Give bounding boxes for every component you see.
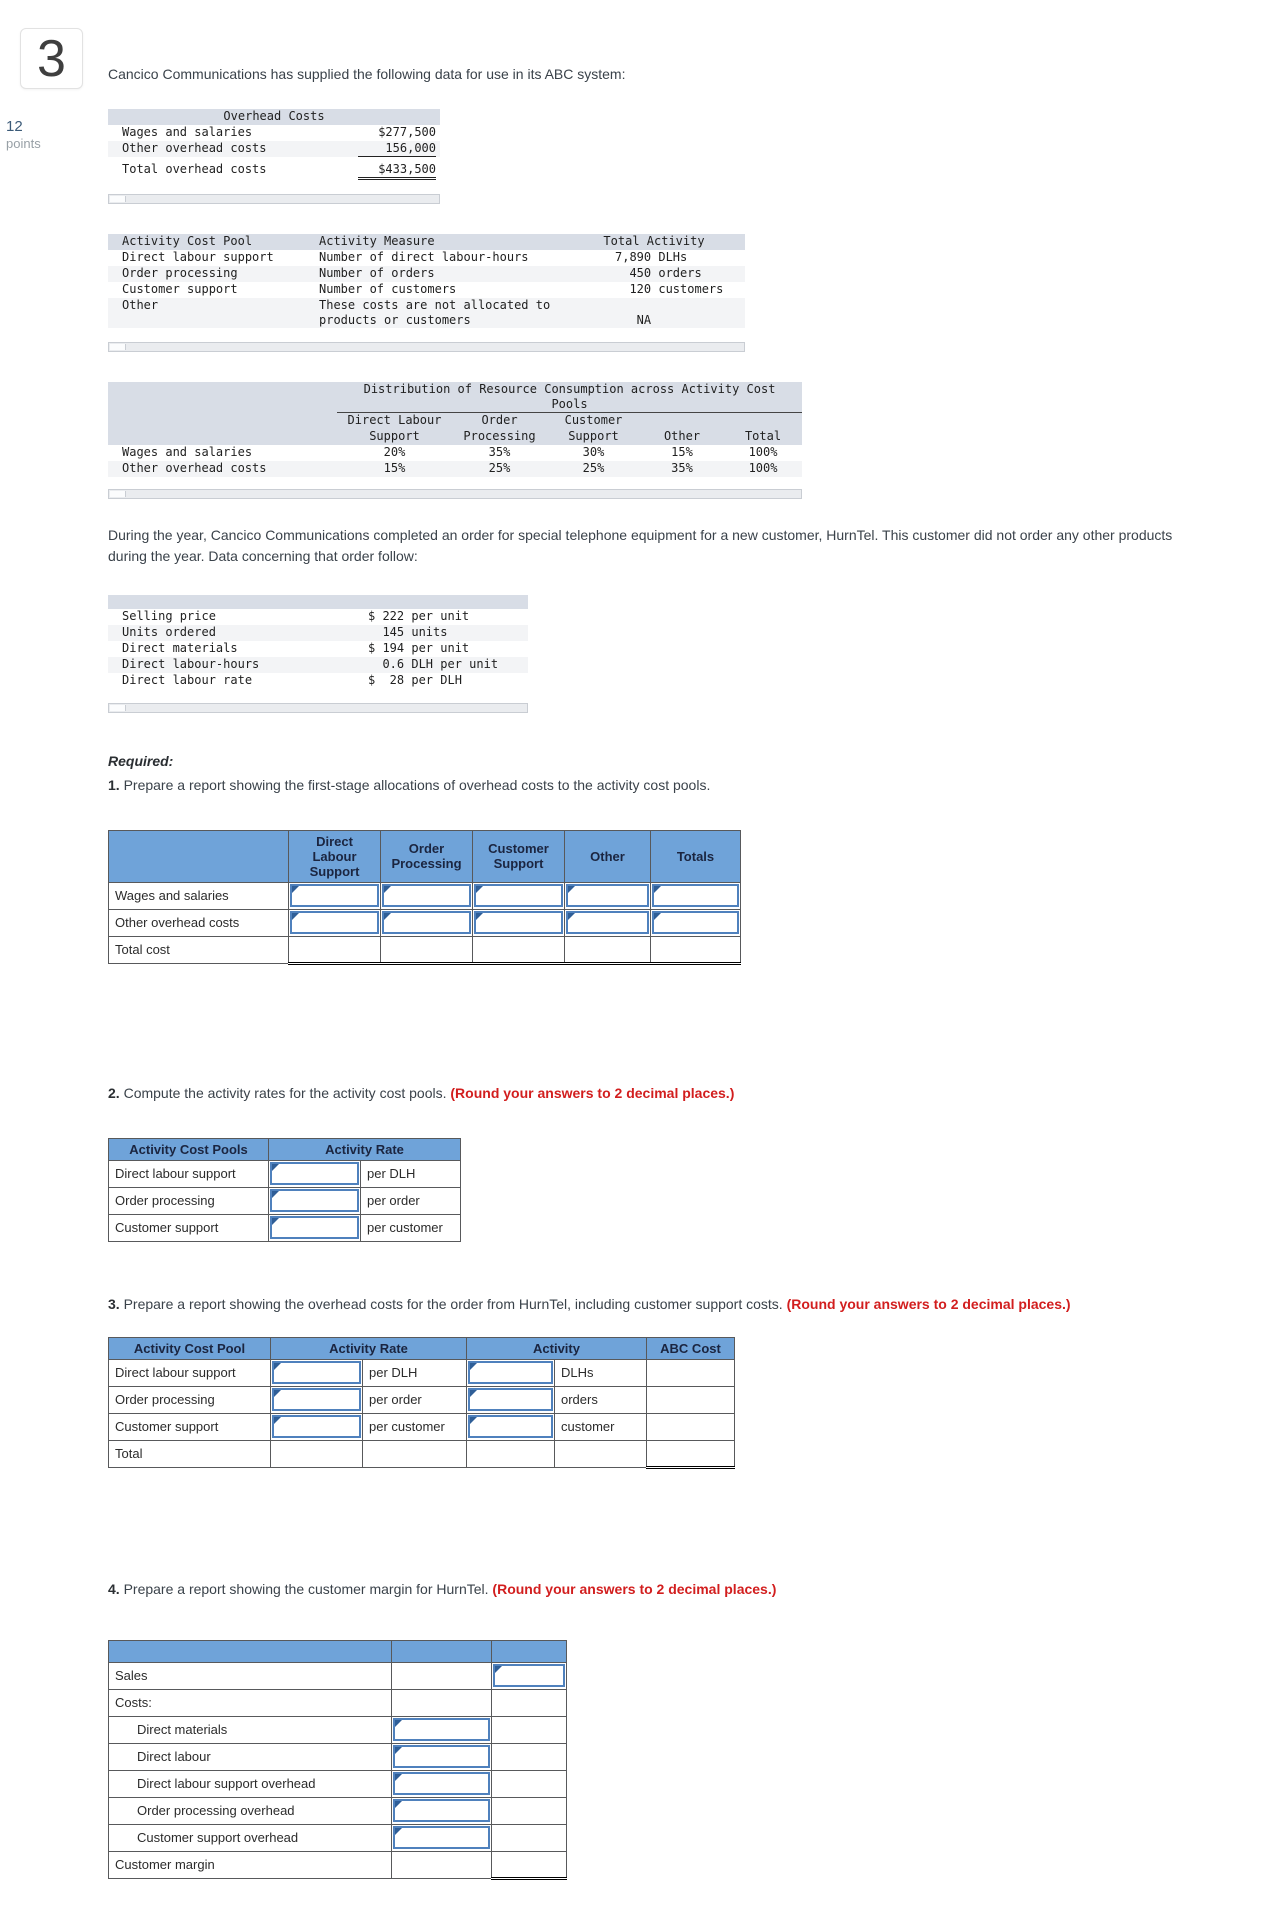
answer-cell[interactable] [271, 1413, 363, 1440]
answer-input[interactable] [566, 911, 649, 934]
question-number: 3 [37, 29, 66, 88]
column-header: Total Activity [563, 234, 745, 250]
percentage-value: 100% [748, 444, 778, 459]
row-label: Direct labour support overhead [109, 1770, 392, 1797]
answer-input[interactable] [272, 1415, 361, 1438]
rate-unit: per DLH [363, 1359, 467, 1386]
answer-cell[interactable] [269, 1187, 361, 1214]
table-row [109, 1797, 567, 1824]
table-row [108, 141, 440, 157]
answer-input[interactable] [493, 1664, 565, 1687]
column-header: Direct Labour Support [289, 830, 381, 882]
row-label: Total cost [109, 936, 289, 963]
row-value: 145 units [358, 625, 528, 641]
row-label: Selling price [122, 608, 216, 623]
row-label: Wages and salaries [122, 125, 253, 139]
abc-cost-cell [647, 1386, 735, 1413]
table-header-row [109, 1138, 461, 1160]
row-label: Other overhead costs [108, 461, 337, 477]
column-header: Activity Cost Pools [109, 1138, 269, 1160]
q1-allocation-table [108, 830, 741, 965]
table-row [108, 125, 440, 141]
answer-input[interactable] [393, 1772, 490, 1795]
row-label: Direct labour support [109, 1160, 269, 1187]
question-2-text: 2. Compute the activity rates for the activity cost pools. (Round your answers to 2 decimal places.) [108, 1084, 735, 1101]
answer-input[interactable] [270, 1189, 359, 1212]
rounding-note: (Round your answers to 2 decimal places.) [786, 1295, 1071, 1312]
answer-cell[interactable] [381, 909, 473, 936]
table-header-row [108, 382, 802, 413]
activity-unit: customer [555, 1413, 647, 1440]
table-row [108, 461, 802, 477]
column-header: Activity Rate [269, 1138, 461, 1160]
total-cell [381, 936, 473, 963]
order-data-table [108, 595, 528, 689]
answer-cell[interactable] [271, 1359, 363, 1386]
row-label: Other overhead costs [109, 909, 289, 936]
answer-cell[interactable] [565, 882, 651, 909]
question-3-number: 3. [108, 1295, 120, 1312]
question-4-text: 4. Prepare a report showing the customer margin for HurnTel. (Round your answers to 2 decimal places.) [108, 1580, 777, 1597]
percentage-value: 20% [383, 444, 406, 459]
result-cell [492, 1851, 567, 1878]
activity-measure: Number of customers [319, 282, 457, 296]
table-row [108, 625, 528, 641]
row-value: $433,500 [318, 157, 440, 180]
column-header: Direct Labour [337, 413, 452, 429]
row-label: Order processing [109, 1187, 269, 1214]
question-4-number: 4. [108, 1580, 120, 1597]
answer-cell[interactable] [289, 909, 381, 936]
column-header: Total [724, 429, 802, 445]
table-row [108, 266, 745, 282]
answer-input[interactable] [272, 1361, 361, 1384]
row-label: Direct materials [122, 640, 238, 655]
answer-cell[interactable] [289, 882, 381, 909]
row-label: Direct materials [109, 1716, 392, 1743]
answer-input[interactable] [270, 1162, 359, 1185]
table-row [109, 1851, 567, 1878]
answer-input[interactable] [468, 1415, 553, 1438]
answer-cell[interactable] [392, 1824, 492, 1851]
total-cell [473, 936, 565, 963]
q2-activity-rate-table [108, 1138, 461, 1242]
column-header: Order [452, 413, 547, 429]
answer-cell[interactable] [392, 1797, 492, 1824]
activity-measure: These costs are not allocated to products or customers [313, 298, 563, 328]
row-value: 0.6 DLH per unit [358, 657, 528, 673]
abc-cost-cell [647, 1359, 735, 1386]
question-1-number: 1. [108, 776, 120, 793]
answer-input[interactable] [382, 911, 471, 934]
column-header: Support [337, 429, 452, 445]
row-label: Other overhead costs [108, 141, 318, 157]
table-header-row [109, 1640, 567, 1662]
distribution-title: Distribution of Resource Consumption across Activity Cost Pools [337, 382, 802, 413]
answer-cell[interactable] [473, 909, 565, 936]
table-row [108, 250, 745, 266]
table-row [109, 1386, 735, 1413]
answer-input[interactable] [290, 884, 379, 907]
answer-cell[interactable] [271, 1386, 363, 1413]
answer-cell[interactable] [565, 909, 651, 936]
answer-cell[interactable] [392, 1770, 492, 1797]
table-row [109, 936, 741, 963]
column-header: Activity Cost Pool [108, 234, 313, 250]
intro-text: Cancico Communications has supplied the following data for use in its ABC system: [108, 66, 626, 82]
table-row [109, 882, 741, 909]
table-row [109, 1359, 735, 1386]
row-label: Direct labour rate [122, 672, 253, 687]
answer-input[interactable] [468, 1361, 553, 1384]
table-row [109, 909, 741, 936]
answer-cell[interactable] [392, 1743, 492, 1770]
rate-unit: per order [361, 1187, 461, 1214]
answer-input[interactable] [566, 884, 649, 907]
total-activity: NA [563, 298, 745, 328]
percentage-value: 25% [452, 461, 547, 477]
row-label: Customer support overhead [109, 1824, 392, 1851]
horizontal-scrollbar[interactable] [108, 703, 528, 713]
row-label: Direct labour support [109, 1359, 271, 1386]
answer-input[interactable] [290, 911, 379, 934]
rate-unit: per customer [363, 1413, 467, 1440]
table-row [109, 1413, 735, 1440]
table-row [108, 673, 528, 689]
row-value: 156,000 [318, 141, 440, 157]
row-label: Costs: [109, 1689, 392, 1716]
column-header: Customer Support [473, 830, 565, 882]
column-header: Activity Cost Pool [109, 1337, 271, 1359]
percentage-value: 15% [671, 444, 693, 459]
row-value: $ 222 per unit [368, 608, 470, 623]
row-label: Total overhead costs [122, 162, 267, 176]
total-cell [647, 1440, 735, 1467]
points-label: points [6, 136, 41, 151]
rate-unit: per DLH [361, 1160, 461, 1187]
percentage-value: 25% [547, 461, 640, 477]
row-label: Order processing overhead [109, 1797, 392, 1824]
table-row [109, 1716, 567, 1743]
horizontal-scrollbar[interactable] [108, 194, 440, 204]
column-header: ABC Cost [647, 1337, 735, 1359]
total-cell [565, 936, 651, 963]
total-cell [651, 936, 741, 963]
row-label: Order processing [108, 266, 313, 282]
row-label: Order processing [109, 1386, 271, 1413]
points-value: 12 [6, 118, 23, 135]
table-header-row [108, 429, 802, 445]
table-row [109, 1160, 461, 1187]
answer-cell[interactable] [467, 1413, 555, 1440]
table-row [108, 445, 802, 461]
table-header-row [108, 413, 802, 429]
total-activity: 7,890 DLHs [615, 250, 688, 264]
answer-cell[interactable] [467, 1359, 555, 1386]
answer-cell[interactable] [269, 1160, 361, 1187]
horizontal-scrollbar[interactable] [108, 489, 802, 499]
row-label: Direct labour support [122, 250, 274, 264]
answer-cell[interactable] [269, 1214, 361, 1241]
table-header-row [108, 234, 745, 250]
column-header: Support [547, 429, 640, 445]
rate-unit: per order [363, 1386, 467, 1413]
table-row [108, 609, 528, 625]
overhead-costs-table [108, 109, 440, 180]
row-label: Sales [109, 1662, 392, 1689]
table-row [109, 1440, 735, 1467]
row-value: $277,500 [378, 125, 436, 139]
table-row [108, 298, 745, 328]
horizontal-scrollbar[interactable] [108, 342, 745, 352]
answer-input[interactable] [270, 1216, 359, 1239]
question-3-text: 3. Prepare a report showing the overhead costs for the order from HurnTel, including customer support costs. (Round your answers to 2 decimal places.) [108, 1295, 1071, 1312]
row-label: Wages and salaries [122, 444, 253, 459]
question-body [108, 0, 1202, 1880]
row-value: $ 194 per unit [368, 640, 470, 655]
row-label: Customer support [109, 1413, 271, 1440]
points-indicator [6, 118, 41, 152]
column-header: Processing [452, 429, 547, 445]
column-header: Other [640, 429, 724, 445]
answer-input[interactable] [474, 911, 563, 934]
answer-cell[interactable] [492, 1662, 567, 1689]
distribution-table [108, 382, 802, 477]
answer-input[interactable] [468, 1388, 553, 1411]
column-header [640, 413, 724, 429]
activity-measure: Number of direct labour-hours [319, 250, 529, 264]
answer-input[interactable] [272, 1388, 361, 1411]
answer-input[interactable] [393, 1745, 490, 1768]
row-label: Customer support [122, 282, 238, 296]
q4-customer-margin-table [108, 1640, 567, 1880]
row-label: Customer support [109, 1214, 269, 1241]
table-row [109, 1824, 567, 1851]
total-activity: 120 customers [615, 282, 724, 296]
percentage-value: 100% [724, 461, 802, 477]
order-paragraph: During the year, Cancico Communications completed an order for special telephone equipment for a new customer, HurnTel. This customer did not order any other products during the year. Data concerning that order follow: [108, 526, 1173, 564]
answer-input[interactable] [393, 1718, 490, 1741]
answer-input[interactable] [382, 884, 471, 907]
q3-abc-cost-table [108, 1337, 735, 1469]
table-row [108, 282, 745, 298]
question-2-number: 2. [108, 1084, 120, 1101]
column-header: Other [565, 830, 651, 882]
percentage-value: 35% [488, 444, 511, 459]
answer-cell[interactable] [473, 882, 565, 909]
rounding-note: (Round your answers to 2 decimal places.) [492, 1580, 777, 1597]
activity-measure: Number of orders [313, 266, 563, 282]
percentage-value: 35% [640, 461, 724, 477]
table-row [109, 1214, 461, 1241]
table-row [108, 657, 528, 673]
answer-cell[interactable] [392, 1716, 492, 1743]
activity-unit: orders [555, 1386, 647, 1413]
row-label: Other [108, 298, 313, 328]
row-value: $ 28 per DLH [368, 672, 462, 687]
row-label: Customer margin [109, 1851, 392, 1878]
table-header-row [108, 109, 440, 125]
row-label: Wages and salaries [109, 882, 289, 909]
total-cell [289, 936, 381, 963]
column-header: Activity Rate [271, 1337, 467, 1359]
column-header [724, 413, 802, 429]
question-1-text: 1. Prepare a report showing the first-stage allocations of overhead costs to the activity cost pools. [108, 776, 711, 793]
table-row [109, 1187, 461, 1214]
column-header: Order Processing [381, 830, 473, 882]
table-row [109, 1770, 567, 1797]
row-label: Total [109, 1440, 271, 1467]
table-header-row [109, 830, 741, 882]
activity-cost-pool-table [108, 234, 745, 328]
abc-cost-cell [647, 1413, 735, 1440]
activity-unit: DLHs [555, 1359, 647, 1386]
question-number-box [20, 28, 83, 89]
total-activity: 450 orders [563, 266, 745, 282]
answer-cell[interactable] [651, 882, 741, 909]
table-row [108, 641, 528, 657]
row-label: Direct labour [109, 1743, 392, 1770]
rounding-note: (Round your answers to 2 decimal places.) [450, 1084, 735, 1101]
table-row [109, 1689, 567, 1716]
answer-cell[interactable] [467, 1386, 555, 1413]
column-header: Customer [547, 413, 640, 429]
table-row [109, 1662, 567, 1689]
table-header-row [108, 595, 528, 609]
column-header: Totals [651, 830, 741, 882]
table-row [109, 1743, 567, 1770]
column-header: Activity [467, 1337, 647, 1359]
answer-cell[interactable] [651, 909, 741, 936]
rate-unit: per customer [361, 1214, 461, 1241]
table-row [108, 157, 440, 180]
answer-input[interactable] [474, 884, 563, 907]
percentage-value: 30% [582, 444, 605, 459]
answer-input[interactable] [652, 884, 739, 907]
column-header: Activity Measure [313, 234, 563, 250]
answer-cell[interactable] [381, 882, 473, 909]
percentage-value: 15% [337, 461, 452, 477]
overhead-costs-title: Overhead Costs [108, 109, 440, 125]
required-label: Required: [108, 752, 174, 769]
row-label: Direct labour-hours [108, 657, 358, 673]
answer-input[interactable] [393, 1826, 490, 1849]
row-label: Units ordered [108, 625, 358, 641]
answer-input[interactable] [393, 1799, 490, 1822]
table-header-row [109, 1337, 735, 1359]
answer-input[interactable] [652, 911, 739, 934]
